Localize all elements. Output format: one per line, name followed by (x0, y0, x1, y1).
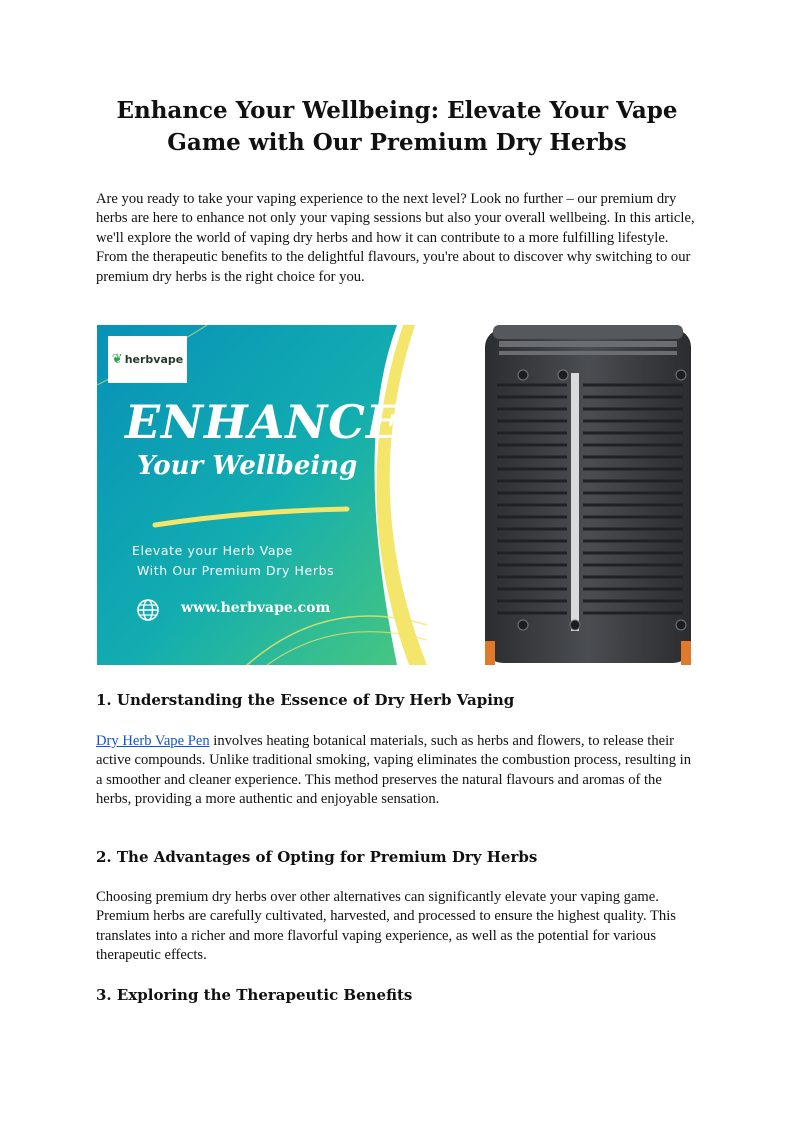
banner-website: www.herbvape.com (181, 600, 331, 616)
vaporizer-device (485, 325, 691, 665)
globe-icon (136, 598, 160, 622)
herbvape-logo (108, 336, 187, 383)
dry-herb-vape-pen-link[interactable]: Dry Herb Vape Pen (96, 733, 210, 749)
article-title: Enhance Your Wellbeing: Elevate Your Vape Game with Our Premium Dry Herbs (116, 97, 678, 156)
leaf-icon: ❦ (111, 352, 123, 367)
section-1-body: involves heating botanical materials, such as herbs and flowers, to release their active compounds. Unlike traditional smoking, vaping eliminates the combustion process, resulting in a smoother and cleaner experience. This method preserves the natural flavours and aromas of the herbs, providing a more authentic and enjoyable sensation. (96, 733, 691, 808)
banner-subheadline: Your Wellbeing (137, 451, 358, 481)
banner-headline: ENHANCE (125, 395, 402, 449)
banner-tagline-line1: Elevate your Herb Vape (132, 543, 293, 558)
promo-banner-image (97, 325, 695, 665)
section-2-heading: 2. The Advantages of Opting for Premium Dry Herbs (96, 848, 538, 866)
section-2-paragraph: Choosing premium dry herbs over other alternatives can significantly elevate your vaping game. Premium herbs are carefully cultivated, harvested, and processed to ensure the highest quality. This translates into a richer and more flavorful vaping experience, as well as the potential for various therapeutic effects. (96, 889, 676, 964)
intro-paragraph: Are you ready to take your vaping experience to the next level? Look no further – our premium dry herbs are here to enhance not only your vaping sessions but also your overall wellbeing. In this article, we'll explore the world of vaping dry herbs and how it can contribute to a more fulfilling lifestyle. From the therapeutic benefits to the delightful flavours, you're about to discover why switching to our premium dry herbs is the right choice for you. (96, 191, 695, 285)
banner-tagline (132, 541, 334, 581)
section-3-heading: 3. Exploring the Therapeutic Benefits (96, 986, 413, 1004)
logo-text: herbvape (124, 353, 184, 366)
banner-tagline-line2: With Our Premium Dry Herbs (137, 563, 335, 578)
section-1-paragraph (96, 732, 700, 810)
section-1-heading: 1. Understanding the Essence of Dry Herb Vaping (96, 691, 515, 709)
